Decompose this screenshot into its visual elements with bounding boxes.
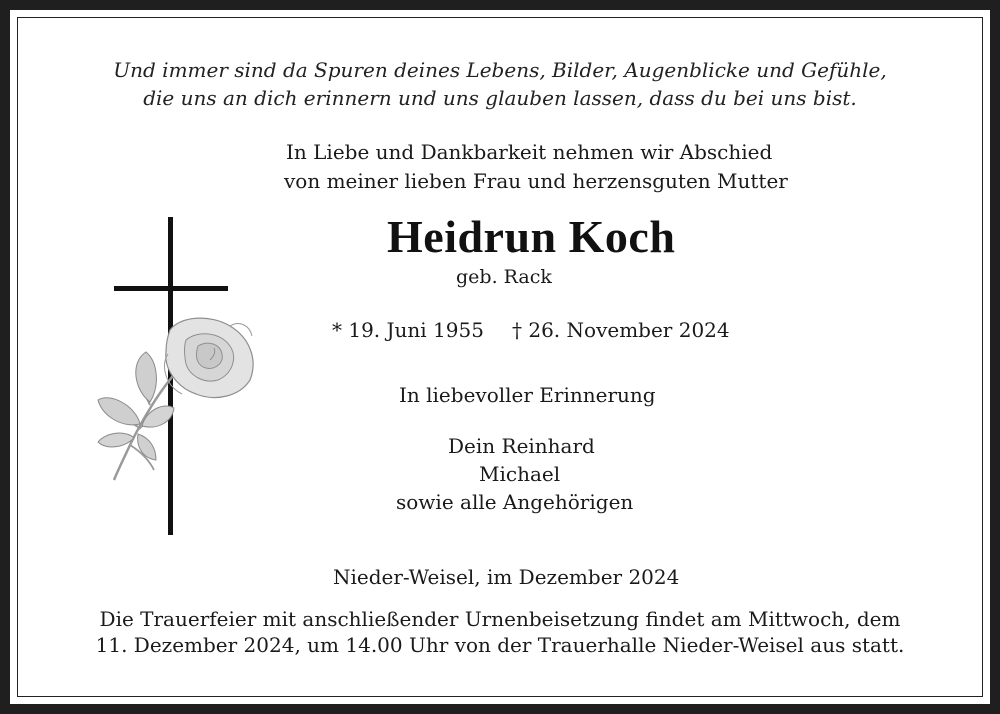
birth-date: * 19. Juni 1955 xyxy=(332,318,484,342)
mourner-1: Dein Reinhard xyxy=(448,434,595,458)
funeral-line-2: 11. Dezember 2024, um 14.00 Uhr von der Trauerhalle Nieder-Weisel aus statt. xyxy=(95,633,905,657)
death-date: † 26. November 2024 xyxy=(512,318,730,342)
place-date: Nieder-Weisel, im Dezember 2024 xyxy=(333,565,680,589)
rose-icon xyxy=(90,310,260,485)
cross-horizontal-bar xyxy=(114,286,228,291)
deceased-name: Heidrun Koch xyxy=(387,211,676,262)
quote-line-2: die uns an dich erinnern und uns glauben lassen, dass du bei uns bist. xyxy=(143,86,857,110)
funeral-line-1: Die Trauerfeier mit anschließender Urnenbeisetzung findet am Mittwoch, dem xyxy=(99,607,901,631)
intro-line-2: von meiner lieben Frau und herzensguten Mutter xyxy=(284,169,788,193)
mourner-2: Michael xyxy=(479,462,561,486)
intro-line-1: In Liebe und Dankbarkeit nehmen wir Abschied xyxy=(286,140,773,164)
mourner-3: sowie alle Angehörigen xyxy=(396,490,634,514)
maiden-name: geb. Rack xyxy=(456,266,552,288)
remembrance-text: In liebevoller Erinnerung xyxy=(399,383,656,407)
quote-line-1: Und immer sind da Spuren deines Lebens, Bilder, Augenblicke und Gefühle, xyxy=(113,58,887,82)
